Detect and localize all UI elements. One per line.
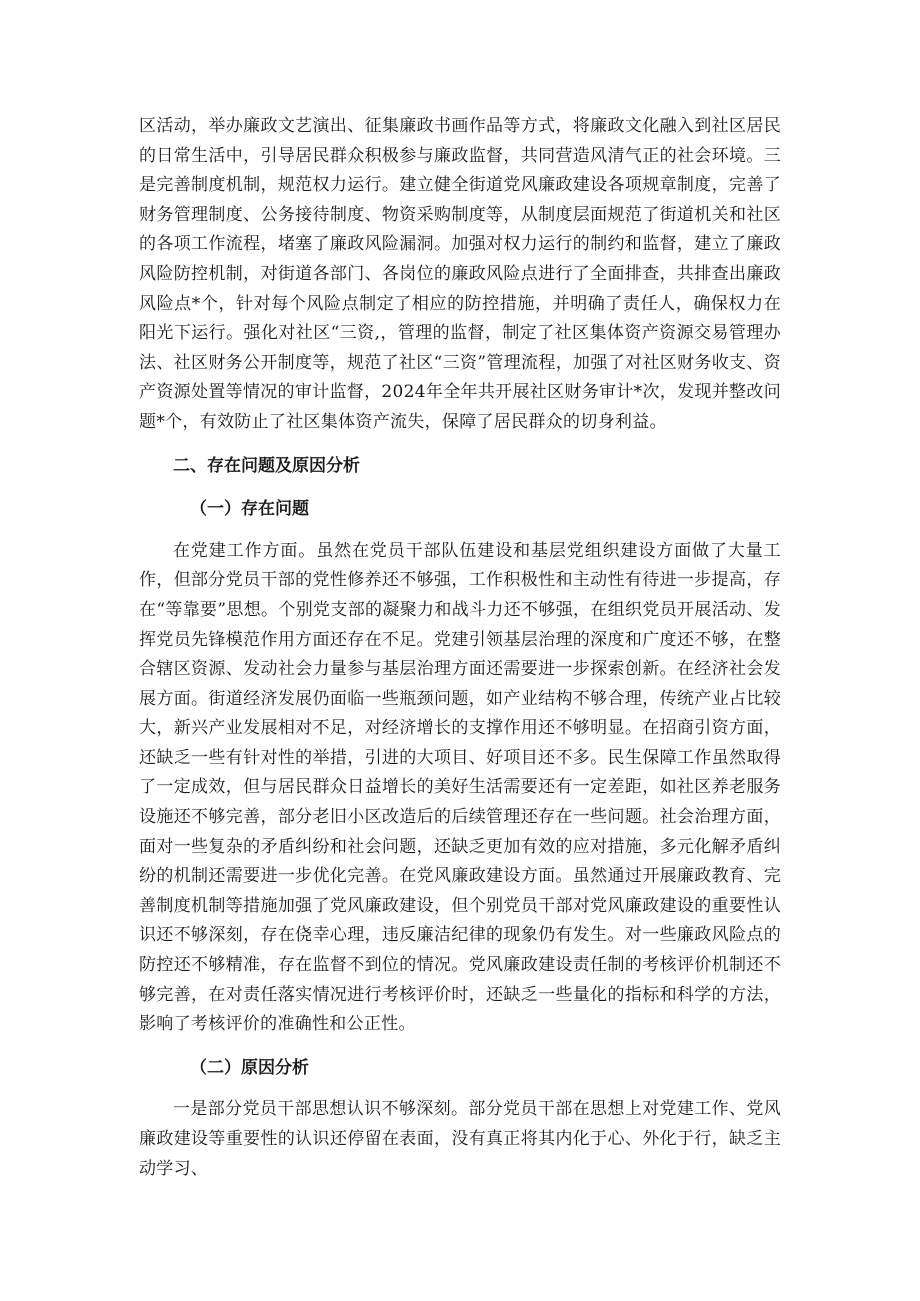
subsection-heading-problems: （一）存在问题 bbox=[190, 499, 309, 520]
subsection-heading-causes: （二）原因分析 bbox=[190, 1057, 309, 1078]
section-heading-problems-and-causes: 二、存在问题及原因分析 bbox=[173, 455, 360, 476]
paragraph-continued: 区活动，举办廉政文艺演出、征集廉政书画作品等方式，将廉政文化融入到社区居民的日常生活中，引导居民群众积极参与廉政监督，共同营造风清气正的社会环境。三是完善制度机制，规范权力运行。建立健全街道党风廉政建设各项规章制度，完善了财务管理制度、公务接待制度、物资采购制度等，从制度层面规范了街道机关和社区的各项工作流程，堵塞了廉政风险漏洞。加强对权力运行的制约和监督，建立了廉政风险防控机制，对街道各部门、各岗位的廉政风险点进行了全面排查，共排查出廉政风险点*个，针对每个风险点制定了相应的防控措施，并明确了责任人，确保权力在阳光下运行。强化对社区“三资,，管理的监督，制定了社区集体资产资源交易管理办法、社区财务公开制度等，规范了社区“三资”管理流程，加强了对社区财务收支、资产资源处置等情况的审计监督，2024年全年共开展社区财务审计*次，发现并整改问题*个，有效防止了社区集体资产流失，保障了居民群众的切身利益。 bbox=[139, 116, 781, 432]
paragraph-problems: 在党建工作方面。虽然在党员干部队伍建设和基层党组织建设方面做了大量工作，但部分党员干部的党性修养还不够强，工作积极性和主动性有待进一步提高，存在“等靠要”思想。个别党支部的凝聚力和战斗力还不够强，在组织党员开展活动、发挥党员先锋模范作用方面还存在不足。党建引领基层治理的深度和广度还不够，在整合辖区资源、发动社会力量参与基层治理方面还需要进一步探索创新。在经济社会发展方面。街道经济发展仍面临一些瓶颈问题，如产业结构不够合理，传统产业占比较大，新兴产业发展相对不足，对经济增长的支撑作用还不够明显。在招商引资方面，还缺乏一些有针对性的举措，引进的大项目、好项目还不多。民生保障工作虽然取得了一定成效，但与居民群众日益增长的美好生活需要还有一定差距，如社区养老服务设施还不够完善，部分老旧小区改造后的后续管理还存在一些问题。社会治理方面，面对一些复杂的矛盾纠纷和社会问题，还缺乏更加有效的应对措施，多元化解矛盾纠纷的机制还需要进一步优化完善。在党风廉政建设方面。虽然通过开展廉政教育、完善制度机制等措施加强了党风廉政建设，但个别党员干部对党风廉政建设的重要性认识还不够深刻，存在侥幸心理，违反廉洁纪律的现象仍有发生。对一些廉政风险点的防控还不够精准，存在监督不到位的情况。党风廉政建设责任制的考核评价机制还不够完善，在对责任落实情况进行考核评价时，还缺乏一些量化的指标和科学的方法，影响了考核评价的准确性和公正性。 bbox=[139, 540, 781, 1035]
paragraph-causes: 一是部分党员干部思想认识不够深刻。部分党员干部在思想上对党建工作、党风廉政建设等重要性的认识还停留在表面，没有真正将其内化于心、外化于行，缺乏主动学习、 bbox=[139, 1099, 781, 1179]
document-page bbox=[139, 112, 781, 1184]
